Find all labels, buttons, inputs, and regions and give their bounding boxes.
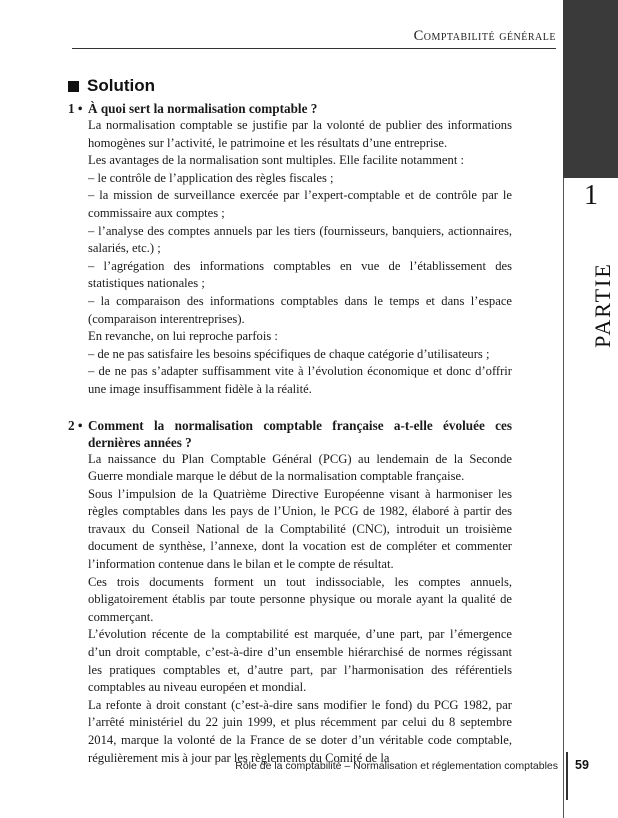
solution-heading-label: Solution <box>87 76 155 95</box>
question-2 <box>68 417 512 451</box>
answer-2-paragraph: L’évolution récente de la comptabilité est marquée, d’une part, par l’émergence d’un droit comptable, c’est-à-dire d’un ensemble hiérarchisé de normes régissant les pratiques comptables et, d’autre part, par l’harmonisation des référentiels comptables au niveau européen et mondial. <box>88 627 512 695</box>
answer-1-paragraph: En revanche, on lui reproche parfois : <box>88 329 278 344</box>
answer-1-list-item: – de ne pas satisfaire les besoins spécifiques de chaque catégorie d’utilisateurs ; <box>88 346 490 361</box>
part-number: 1 <box>584 180 598 211</box>
square-bullet-icon <box>68 81 79 92</box>
question-2-title: Comment la normalisation comptable française a-t-elle évoluée ces dernières années ? <box>88 417 512 450</box>
footer-rule <box>566 752 568 800</box>
answer-2-paragraph: Sous l’impulsion de la Quatrième Directive Européenne visant à harmoniser les règles comptables dans les pays de l’Union, le PCG de 1982, élaboré à partir des travaux du Conseil National de la Comptabilité (CNC), introduit un troisième document de synthèse, l’annexe, dont la vocation est de compléter et commenter l’information contenue dans le bilan et le compte de résultat. <box>88 486 512 572</box>
answer-2-paragraph: Ces trois documents forment un tout indissociable, les comptes annuels, obligatoirement établis par toute personne physique ou morale ayant la qualité de commerçant. <box>88 574 512 624</box>
answer-1-list-item: – l’agrégation des informations comptables en vue de l’établissement des statistiques nationales ; <box>88 258 512 291</box>
answer-1-list-item: – l’analyse des comptes annuels par les tiers (fournisseurs, banquiers, actionnaires, salariés, etc.) ; <box>88 223 512 256</box>
answer-1-list-item: – le contrôle de l’application des règles fiscales ; <box>88 170 334 185</box>
sidebar-divider <box>563 178 564 818</box>
part-sidebar-tab <box>563 0 618 178</box>
solution-heading <box>68 76 512 96</box>
answer-2-paragraph: La refonte à droit constant (c’est-à-dire sans modifier le fond) du PCG 1982, par l’arrêté ministériel du 22 juin 1999, et plus récemment par celui du 8 septembre 2014, marque la volonté de la France de se doter d’un véritable code comptable, régulièrement mis à jour par les règlements du Comité de la <box>88 697 512 765</box>
answer-2-paragraph: La naissance du Plan Comptable Général (PCG) au lendemain de la Seconde Guerre mondiale marque le début de la normalisation comptable française. <box>88 451 512 484</box>
answer-1 <box>88 117 512 399</box>
part-label: PARTIE <box>590 262 615 348</box>
answer-2 <box>88 451 512 768</box>
running-footer-text: Rôle de la comptabilité – Normalisation et réglementation comptables <box>235 760 558 772</box>
header-rule <box>72 48 556 49</box>
running-header-title: Comptabilité générale <box>413 28 556 44</box>
answer-1-list-item: – de ne pas s’adapter suffisamment vite à l’évolution économique et donc d’offrir une image insuffisamment fidèle à la réalité. <box>88 364 512 396</box>
main-content <box>68 76 512 767</box>
answer-1-list-item: – la mission de surveillance exercée par l’expert-comptable et de contrôle par le commissaire aux comptes ; <box>88 188 512 220</box>
answer-1-list-item: – la comparaison des informations comptables dans le temps et dans l’espace (comparaison interentreprises). <box>88 293 512 326</box>
question-2-number: 2 • <box>68 417 83 433</box>
page-number: 59 <box>575 758 589 772</box>
question-1 <box>68 100 512 117</box>
answer-1-paragraph: La normalisation comptable se justifie par la volonté de publier des informations homogènes sur l’activité, le patrimoine et les résultats d’une entreprise. <box>88 118 512 150</box>
answer-1-paragraph: Les avantages de la normalisation sont multiples. Elle facilite notamment : <box>88 153 464 168</box>
question-1-number: 1 • <box>68 101 83 116</box>
question-1-title: À quoi sert la normalisation comptable ? <box>88 101 318 116</box>
